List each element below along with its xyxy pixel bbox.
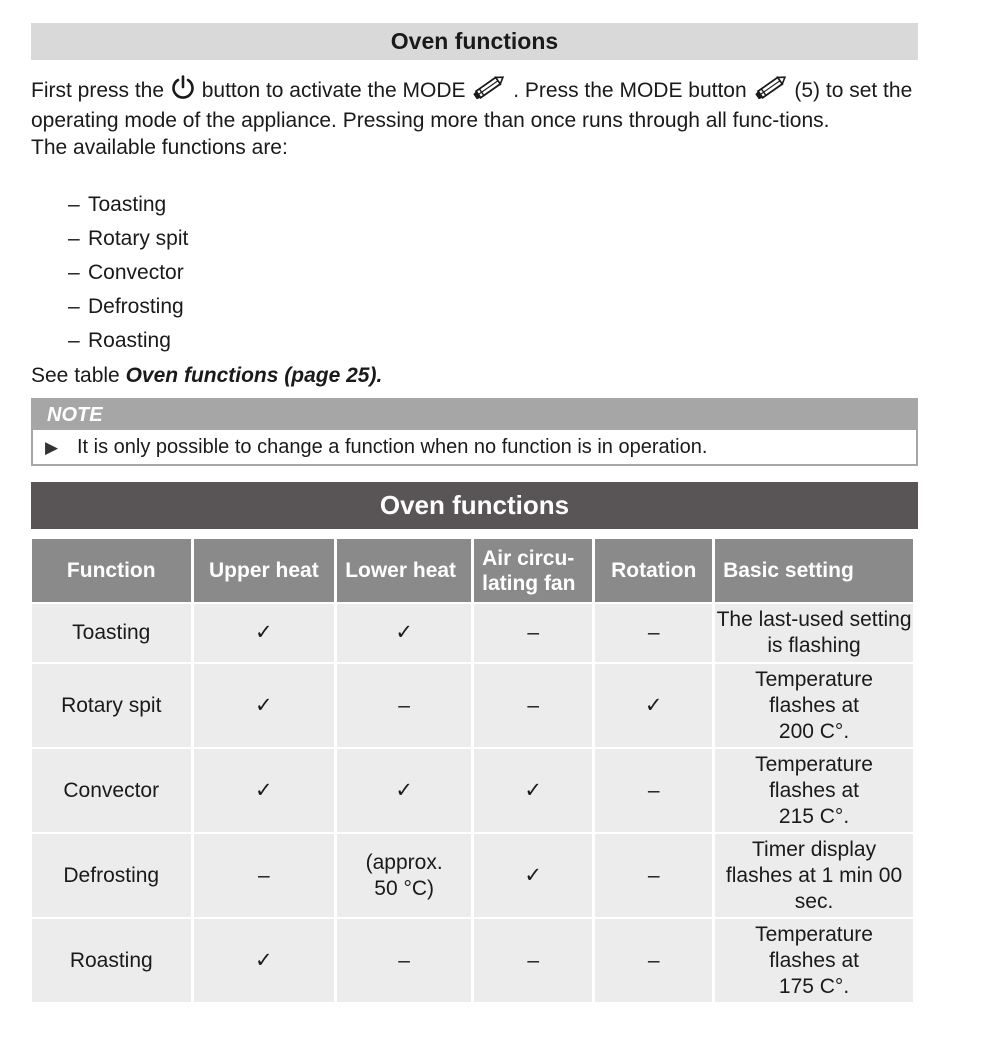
list-item: – Roasting: [68, 329, 171, 352]
table-row: Rotary spit ✓ – – ✓ Temperature flashes at 200 C°.: [32, 664, 913, 747]
col-header-function: Function: [32, 539, 191, 602]
col-header-fan: Air circu-lating fan: [474, 539, 592, 602]
col-header-rotation: Rotation: [595, 539, 712, 602]
list-item: – Rotary spit: [68, 227, 189, 250]
table-link: Oven functions (page 25).: [125, 364, 383, 387]
table-row: Convector ✓ ✓ ✓ – Temperature flashes at 215 C°.: [32, 749, 913, 832]
table-row: Defrosting – (approx. 50 °C) ✓ – Timer display flashes at 1 min 00 sec.: [32, 834, 913, 917]
functions-list: [68, 189, 188, 359]
note-text: It is only possible to change a function when no function is in operation.: [77, 436, 708, 458]
pencil-icon: [471, 74, 507, 107]
power-icon: [170, 74, 196, 107]
note-title: NOTE: [33, 400, 916, 430]
table-title: Oven functions: [31, 482, 918, 529]
table-header-row: [32, 539, 913, 602]
table-row: Toasting ✓ ✓ – – The last-used setting is flashing: [32, 604, 913, 662]
see-table-reference: See table Oven functions (page 25).: [31, 364, 383, 387]
col-header-basic-setting: Basic setting: [715, 539, 913, 602]
list-item: – Convector: [68, 261, 184, 284]
col-header-upper-heat: Upper heat: [194, 539, 335, 602]
note-box: [31, 398, 918, 466]
pencil-icon: [753, 74, 789, 107]
arrow-right-icon: ▶: [45, 438, 59, 457]
list-item: – Toasting: [68, 193, 167, 216]
col-header-lower-heat: Lower heat: [337, 539, 471, 602]
section-title: Oven functions: [31, 23, 918, 60]
list-item: – Defrosting: [68, 295, 184, 318]
available-functions-label: The available functions are:: [31, 136, 288, 159]
table-row: Roasting ✓ – – – Temperature flashes at 175 C°.: [32, 919, 913, 1002]
intro-paragraph: First press the button to activate the MODE . Press the MODE button (5) to set the operating mode of the appliance. Pressing more than once runs through all func-tions. The available functions are:: [31, 74, 921, 161]
oven-functions-table: [29, 537, 916, 1004]
